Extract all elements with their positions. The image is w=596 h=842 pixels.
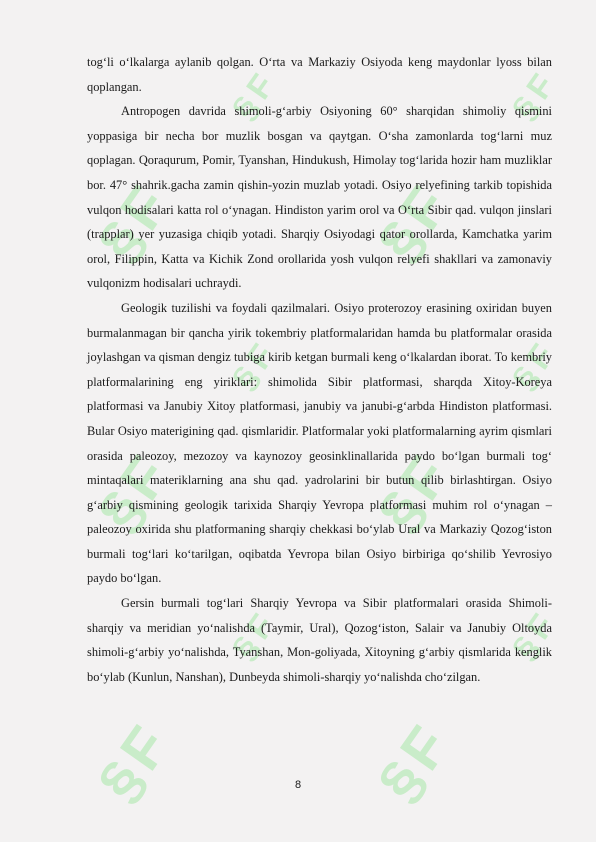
paragraph: Antropogen davrida shimoli-g‘arbiy Osiyoning 60° sharqidan shimoliy qismini yoppasiga bir necha bor muzlik bosgan va qaytgan. O‘sha zamonlarda tog‘larni muz qoplagan. Qoraqurum, Pomir, Tyanshan, Hindukush, Himolay tog‘larida hozir ham muzliklar bor. 47° shahrik.gacha zamin qishin-yozin muzlab yotadi. Osiyo relyefining tarkib topishida vulqon hodisalari katta rol o‘ynagan. Hindiston yarim orol va O‘rta Sibir qad. vulqon jinslari (trapplar) yer yuzasiga chiqib yotadi. Sharqiy Osiyodagi qator orollarda, Kamchatka yarim orol, Filippin, Katta va Kichik Zond orollarida yosh vulqon relyefi shakllari va zamonaviy vulqonizm hodisalari uchraydi. <box>87 104 552 291</box>
watermark-logo: §F <box>225 332 286 397</box>
watermark-logo: §F <box>225 602 286 667</box>
paragraph: Geologik tuzilishi va foydali qazilmalari. Osiyo proterozoy erasining oxiridan buyen burmalanmagan bir qancha yirik tokembriy platformalaridan hamda bu platformalar orasida joylashgan va qisman dengiz tubiga kirib ketgan burmali keng o‘lkalardan iborat. To kembriy platformalarining eng yiriklari: shimolida Sibir platformasi, sharqda Xitoy-Koreya platformasi va Janubiy Xitoy platformasi, janubiy va janubi-g‘arbda Hindiston platformasi. Bular Osiyo materigining qad. qismlaridir. Platformalar yoki platformalarning ayrim qismlari orasida paleozoy, mezozoy va kaynozoy geosinklinallarida paydo bo‘lgan burmali tog‘ mintaqalari materiklarning ana shu qad. yadrolarini bir butun qilib birlashtirgan. Osiyo g‘arbiy qismining geologik tarixida Sharqiy Yevropa platformasi muhim rol o‘ynagan – paleozoy oxirida shu platformaning sharqiy chekkasi bo‘ylab Ural va Markaziy Qozog‘iston burmali tog‘lari ko‘tarilgan, oqibatda Yevropa bilan Osiyo birbiriga qo‘shilib Yevrosiyo paydo bo‘lgan. <box>87 300 552 586</box>
document-body <box>87 50 552 689</box>
paragraph: tog‘li o‘lkalarga aylanib qolgan. O‘rta va Markaziy Osiyoda keng maydonlar lyoss bilan qoplangan. <box>87 55 552 94</box>
watermark-logo: §F <box>365 170 465 273</box>
watermark-logo: §F <box>505 62 566 127</box>
paragraph: Gersin burmali tog‘lari Sharqiy Yevropa va Sibir platformalari orasida Shimoli-sharqiy va meridian yo‘nalishda (Taymir, Ural), Qozog‘iston, Salair va Janubiy Oltoyda shimoli-g‘arbiy yo‘nalishda, Tyanshan, Mon-goliyada, Xitoyning g‘arbiy qismlarida kenglik bo‘ylab (Kunlun, Nanshan), Dunbeyda shimoli-sharqiy yo‘nalishda cho‘zilgan. <box>87 596 552 684</box>
watermark-logo: §F <box>365 440 465 543</box>
watermark-logo: §F <box>225 62 286 127</box>
watermark-logo: §F <box>505 602 566 667</box>
watermark-logo: §F <box>505 332 566 397</box>
watermark-logo: §F <box>85 170 185 273</box>
watermark-logo: §F <box>85 710 185 813</box>
watermark-logo: §F <box>365 710 465 813</box>
watermark-logo: §F <box>85 440 185 543</box>
page-number: 8 <box>294 779 302 791</box>
